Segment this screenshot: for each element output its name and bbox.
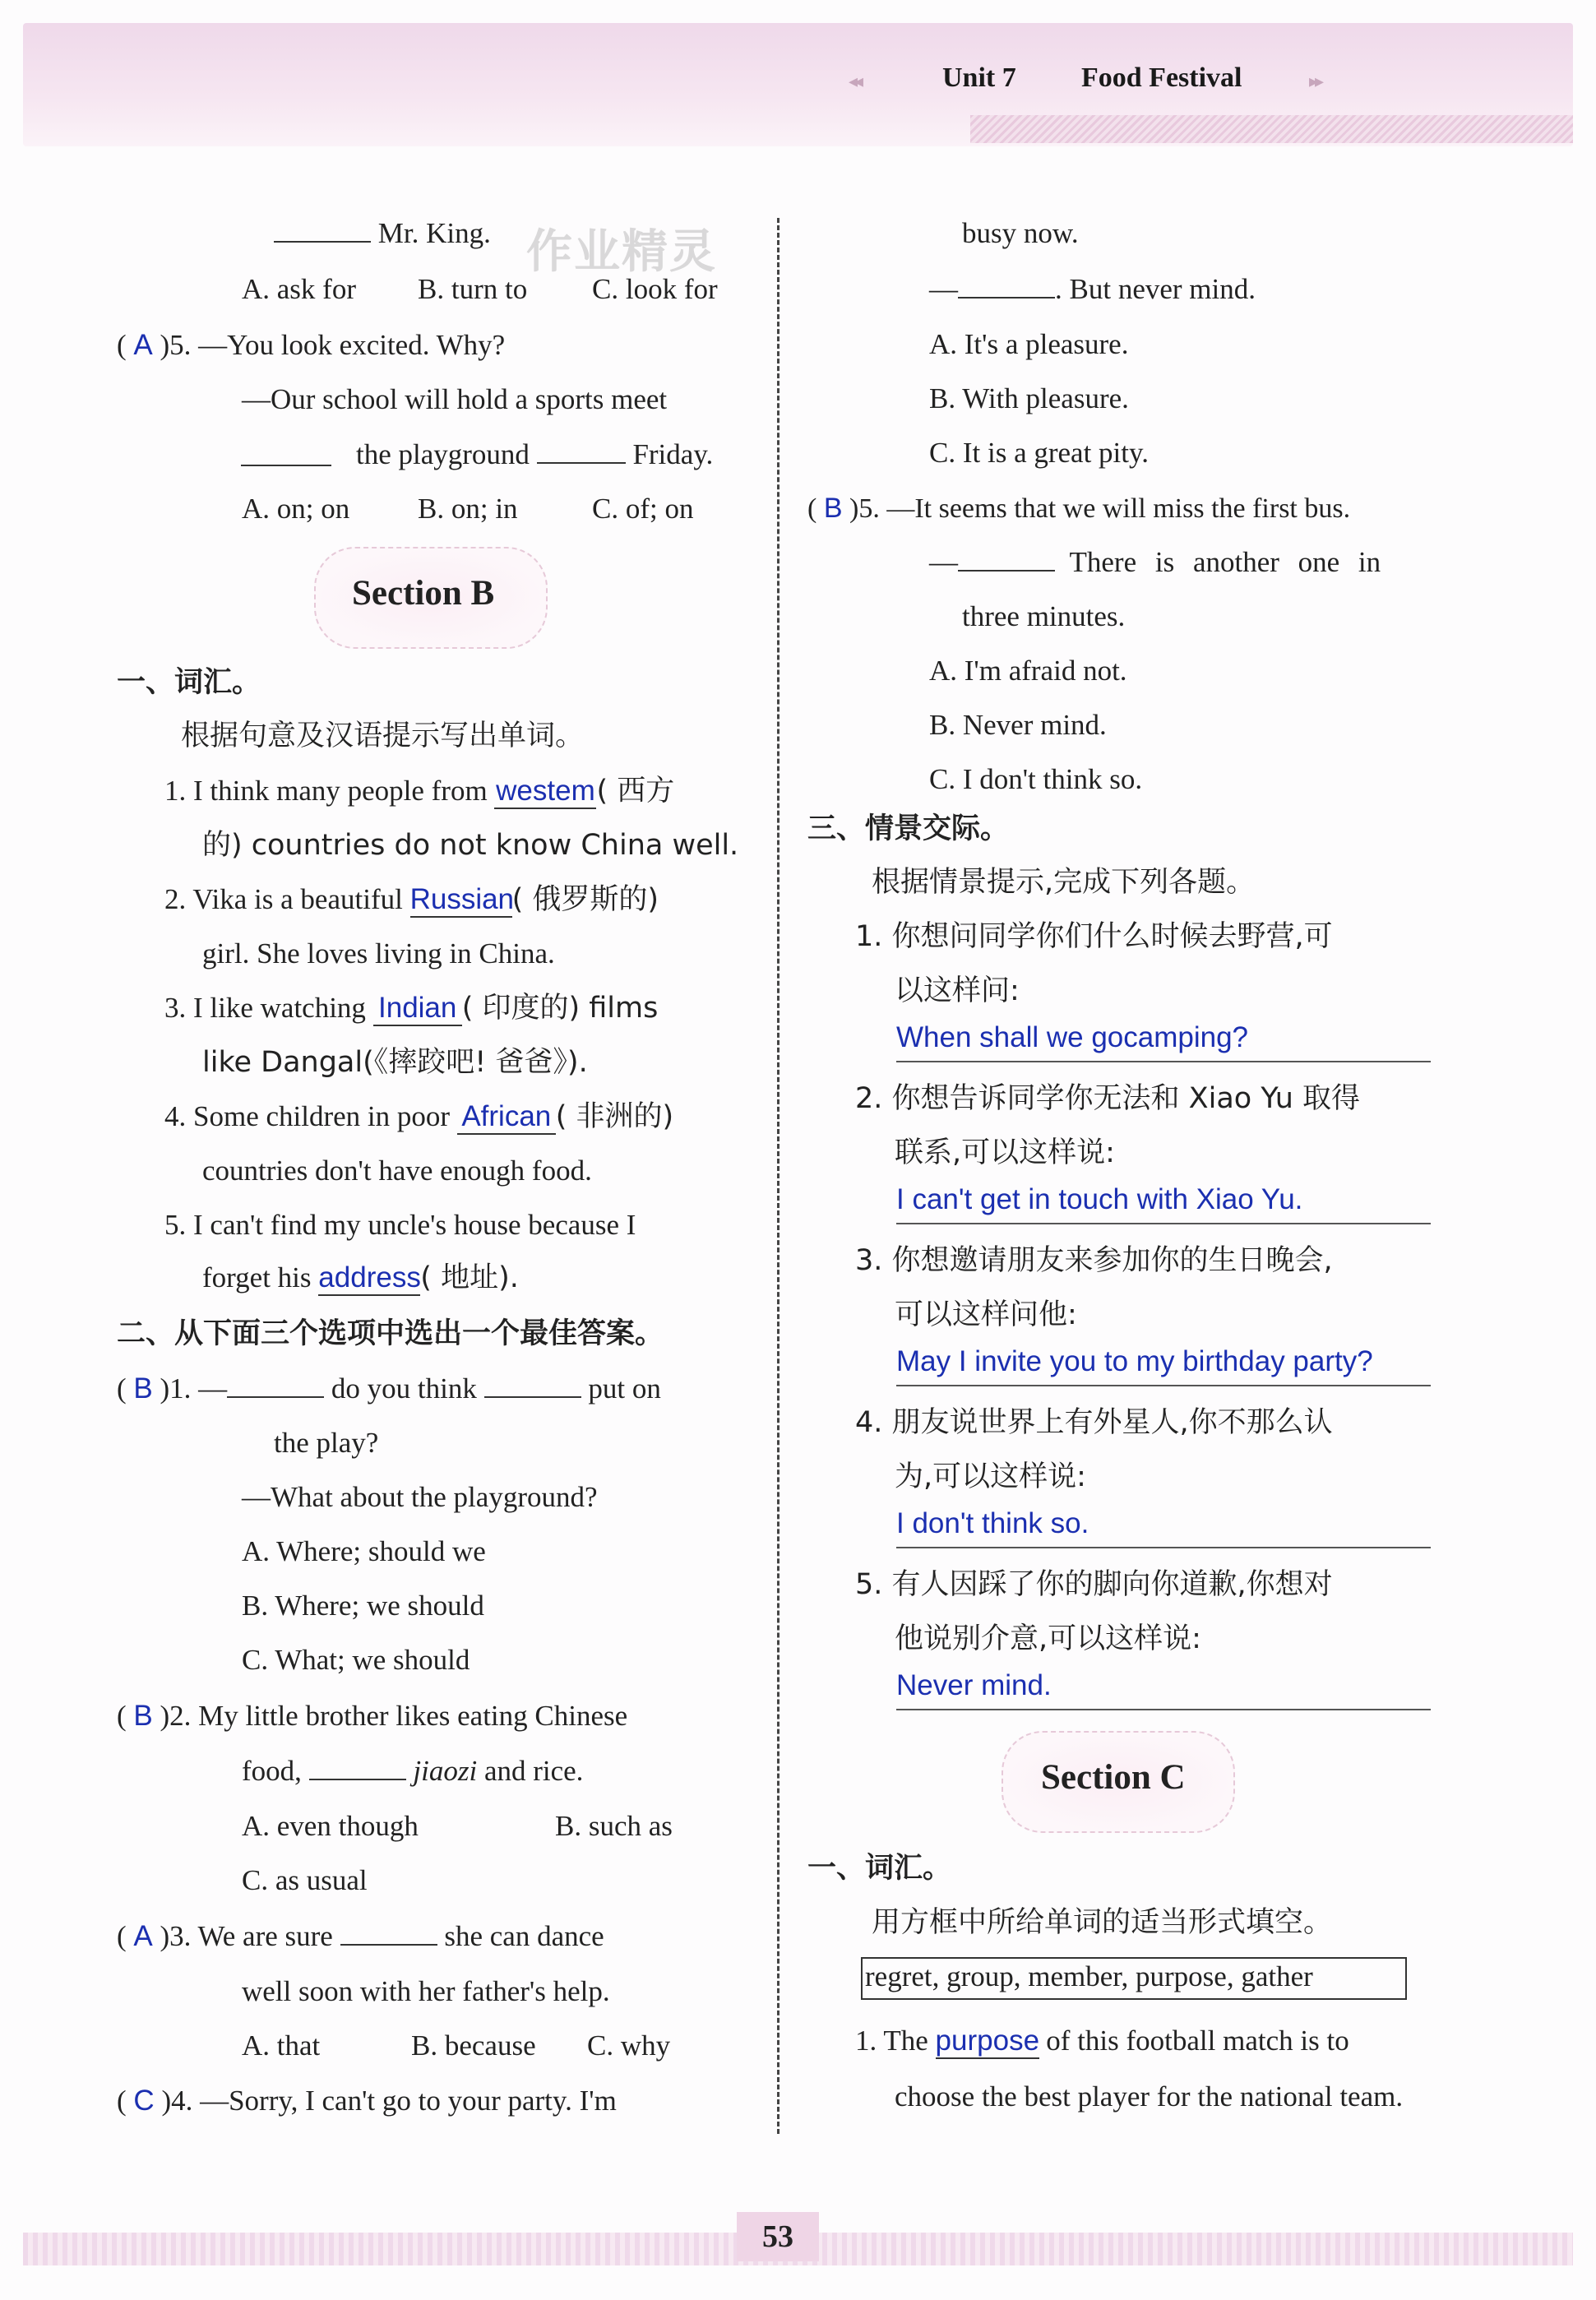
situation-instruction: 根据情景提示,完成下列各题。	[872, 866, 1256, 899]
vocab-c-instruction: 用方框中所给单词的适当形式填空。	[872, 1906, 1333, 1939]
mc-q3-option-a: A. that	[242, 2029, 321, 2062]
mc-q2: ( B )2. My little brother likes eating Chinese	[117, 1700, 628, 1732]
left-q4-tail-stem: Mr. King.	[274, 215, 491, 252]
situation-answer-3: May I invite you to my birthday party?	[896, 1345, 1373, 1377]
unit-title: Food Festival	[1081, 62, 1242, 93]
mc-heading: 二、从下面三个选项中选出一个最佳答案。	[117, 1317, 664, 1350]
right-q5-option-a: A. I'm afraid not.	[929, 655, 1127, 687]
vocab-c-heading: 一、词汇。	[807, 1852, 952, 1885]
left-q4-options: A. ask for	[242, 273, 356, 305]
mc-q1-option-a: A. Where; should we	[242, 1535, 486, 1567]
vocab-item-1-cont: 的) countries do not know China well.	[202, 829, 739, 862]
left-q5-option-a: A. on; on	[242, 493, 350, 525]
vocab-heading: 一、词汇。	[117, 666, 261, 699]
right-q5-line2: — There is another one in	[929, 546, 1381, 578]
mc-q1-line2: the play?	[274, 1427, 379, 1459]
vocab-item-4-cont: countries don't have enough food.	[202, 1155, 592, 1187]
right-q4-option-c: C. It is a great pity.	[929, 437, 1149, 469]
vocab-c-item-1-cont: choose the best player for the national team.	[895, 2080, 1404, 2113]
mc-q2-option-c: C. as usual	[242, 1864, 368, 1896]
vocab-item-5-cont: forget his address( 地址).	[202, 1261, 519, 1294]
mc-q2-option-a: A. even though	[242, 1810, 419, 1842]
answer-mark: A	[133, 329, 153, 361]
situation-item-4: 4. 朋友说世界上有外星人,你不那么认	[855, 1406, 1333, 1439]
vocab-item-2: 2. Vika is a beautiful Russian( 俄罗斯的)	[164, 883, 659, 916]
page-number: 53	[737, 2212, 819, 2261]
vocab-c-item-1: 1. The purpose of this football match is to	[855, 2023, 1349, 2059]
mc-q3-option-c: C. why	[587, 2029, 671, 2062]
situation-item-3: 3. 你想邀请朋友来参加你的生日晚会,	[855, 1244, 1333, 1277]
mc-q2-option-b: B. such as	[555, 1810, 673, 1842]
mc-q3-line2: well soon with her father's help.	[242, 1975, 610, 2007]
mc-q1: ( B )1. — do you think put on	[117, 1372, 661, 1405]
mc-q3-option-b: B. because	[411, 2029, 536, 2062]
vocab-item-1: 1. I think many people from westem( 西方	[164, 775, 675, 808]
right-q5-option-b: B. Never mind.	[929, 709, 1107, 741]
left-q4-option-c: C. look for	[592, 273, 718, 305]
situation-answer-2: I can't get in touch with Xiao Yu.	[896, 1183, 1303, 1215]
left-q4-option-b: B. turn to	[418, 273, 528, 305]
situation-item-1-cont: 以这样问:	[895, 974, 1020, 1007]
right-q5-option-c: C. I don't think so.	[929, 763, 1143, 795]
vocab-item-3-cont: like Dangal(《摔跤吧! 爸爸》).	[202, 1046, 588, 1079]
situation-item-2-cont: 联系,可以这样说:	[895, 1136, 1115, 1169]
mc-q2-line2: food, jiaozi and rice.	[242, 1755, 584, 1787]
right-q4-line1: busy now.	[962, 217, 1079, 249]
situation-answer-5: Never mind.	[896, 1669, 1052, 1701]
header-arrow-right-icon: ▸▸	[1309, 71, 1321, 91]
section-c-title: Section C	[1041, 1758, 1186, 1797]
situation-item-4-cont: 为,可以这样说:	[895, 1460, 1086, 1493]
vocab-item-5: 5. I can't find my uncle's house because I	[164, 1209, 636, 1241]
right-q4-line2: — . But never mind.	[929, 273, 1256, 305]
right-q5: ( B )5. —It seems that we will miss the first bus.	[807, 493, 1351, 524]
left-q5-line3: the playground Friday.	[274, 437, 713, 473]
vocab-item-2-cont: girl. She loves living in China.	[202, 937, 555, 970]
right-q4-option-a: A. It's a pleasure.	[929, 328, 1129, 360]
vocab-item-3: 3. I like watching Indian ( 印度的) films	[164, 992, 659, 1025]
mc-q4: ( C )4. —Sorry, I can't go to your party. I'm	[117, 2085, 617, 2117]
right-q4-option-b: B. With pleasure.	[929, 382, 1129, 414]
answer-line	[896, 1709, 1431, 1710]
left-q5-line1: ( A )5. —You look excited. Why?	[117, 329, 506, 361]
header-stripe	[970, 115, 1573, 143]
situation-item-5-cont: 他说别介意,可以这样说:	[895, 1622, 1201, 1655]
watermark: 作业精灵	[526, 225, 717, 279]
situation-answer-1: When shall we gocamping?	[896, 1021, 1249, 1053]
answer-line	[896, 1061, 1431, 1062]
answer-line	[896, 1223, 1431, 1224]
left-q5-option-c: C. of; on	[592, 493, 694, 525]
word-box-text: regret, group, member, purpose, gather	[865, 1960, 1313, 1992]
vocab-item-4: 4. Some children in poor African ( 非洲的)	[164, 1100, 674, 1133]
vocab-instruction: 根据句意及汉语提示写出单词。	[181, 720, 585, 752]
situation-item-3-cont: 可以这样问他:	[895, 1298, 1077, 1331]
column-divider	[777, 218, 779, 2134]
situation-item-5: 5. 有人因踩了你的脚向你道歉,你想对	[855, 1568, 1333, 1601]
answer-line	[896, 1547, 1431, 1548]
section-b-title: Section B	[352, 574, 495, 613]
answer-line	[896, 1385, 1431, 1386]
unit-label: Unit 7	[942, 62, 1016, 93]
situation-item-2: 2. 你想告诉同学你无法和 Xiao Yu 取得	[855, 1082, 1361, 1115]
situation-item-1: 1. 你想问同学你们什么时候去野营,可	[855, 920, 1333, 953]
mc-q1-option-b: B. Where; we should	[242, 1590, 484, 1622]
mc-q3: ( A )3. We are sure she can dance	[117, 1920, 604, 1952]
left-q5-option-b: B. on; in	[418, 493, 518, 525]
right-q5-line3: three minutes.	[962, 600, 1126, 632]
header-arrow-left-icon: ◂◂	[849, 71, 861, 91]
situation-heading: 三、情景交际。	[807, 812, 1010, 845]
situation-answer-4: I don't think so.	[896, 1507, 1089, 1539]
mc-q1-line3: —What about the playground?	[242, 1481, 598, 1513]
mc-q1-option-c: C. What; we should	[242, 1644, 470, 1676]
left-q5-line2: —Our school will hold a sports meet	[242, 383, 668, 415]
